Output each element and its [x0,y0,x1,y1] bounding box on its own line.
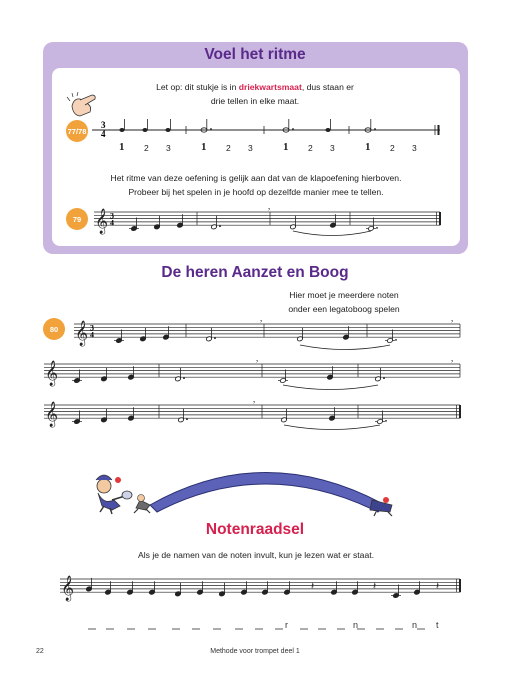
answer-letter: t [436,620,439,630]
page-number: 22 [36,648,44,655]
quarter-rest-icon: 𝄽 [436,580,440,592]
book-title: Methode voor trompet deel 1 [210,648,300,655]
time-signature-top: 3 [90,323,94,333]
quarter-rest-icon: 𝄽 [311,580,315,592]
meter-note-pre: Let op: dit stukje is in [156,82,239,92]
quarter-rest-icon: 𝄽 [373,580,377,592]
count-label: 1 [283,141,289,153]
exercise-badge-77-78: 77/78 [66,120,88,142]
breath-mark-icon: , [260,313,263,323]
count-label: 2 [226,143,231,153]
time-signature-top: 3 [101,120,106,130]
treble-clef-icon: 𝄞 [45,361,59,387]
breath-mark-icon: , [451,313,454,323]
section-title-aanzet-boog: De heren Aanzet en Boog [161,264,349,281]
count-label: 3 [412,143,417,153]
breath-mark-icon: , [268,201,271,211]
exercise-badge-80: 80 [43,318,65,340]
time-signature-bottom: 4 [90,330,94,340]
puzzle-instruction: Als je de namen van de noten invult, kun je lezen wat er staat. [138,550,374,560]
section-title-rhythm: Voel het ritme [204,46,306,63]
count-label: 3 [330,143,335,153]
count-label: 1 [365,141,371,153]
meter-note-line2: drie tellen in elke maat. [210,96,300,106]
breath-mark-icon: , [253,394,256,404]
breath-mark-icon: , [256,353,259,363]
time-signature-top: 3 [110,211,114,221]
time-signature-bottom: 4 [110,218,114,228]
legato-note-line2: onder een legatoboog spelen [288,304,400,314]
count-label: 1 [119,141,125,153]
count-label: 2 [144,143,149,153]
time-signature-bottom: 4 [101,129,106,139]
answer-letters [0,620,510,632]
treble-clef-icon: 𝄞 [61,576,75,602]
treble-clef-icon: 𝄞 [95,209,109,235]
meter-note-post: , dus staan er [301,82,354,92]
breath-mark-icon: , [451,353,454,363]
count-label: 3 [248,143,253,153]
legato-note-line1: Hier moet je meerdere noten [289,290,399,300]
count-label: 3 [166,143,171,153]
section-title-notenraadsel: Notenraadsel [205,521,305,538]
answer-letter: r [285,620,288,630]
count-label: 1 [201,141,207,153]
answer-letter: n [353,620,359,630]
rhythm-paragraph-line1: Het ritme van deze oefening is gelijk aan dat van de klapoefening hierboven. [110,173,402,183]
treble-clef-icon: 𝄞 [45,402,59,428]
count-label: 2 [308,143,313,153]
answer-letter: n [412,620,418,630]
count-label: 2 [390,143,395,153]
exercise-badge-79: 79 [66,208,88,230]
treble-clef-icon: 𝄞 [75,321,89,347]
meter-note-keyword: driekwartsmaat [238,82,302,92]
rhythm-paragraph-line2: Probeer bij het spelen in je hoofd op dezelfde manier mee te tellen. [128,187,384,197]
